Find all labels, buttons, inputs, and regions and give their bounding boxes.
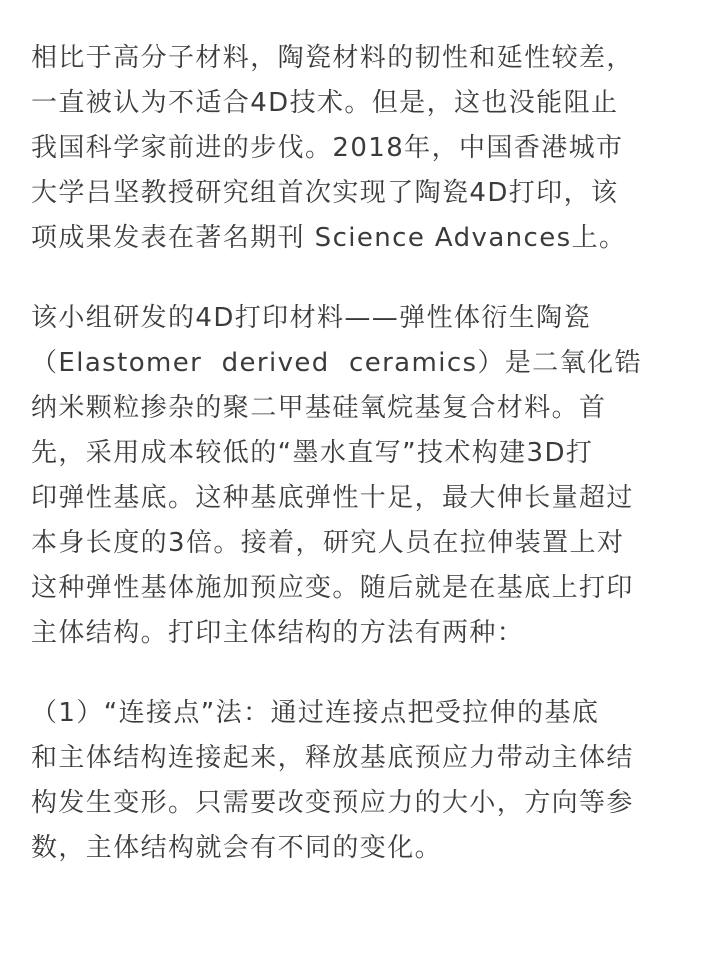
text-line: 数，主体结构就会有不同的变化。	[31, 833, 443, 863]
text-line: 我国科学家前进的步伐。2018年，中国香港城市	[31, 133, 624, 163]
paragraph-method-one	[31, 691, 691, 871]
text-line: 主体结构。打印主体结构的方法有两种：	[31, 618, 525, 648]
paragraph-ceramics-intro	[31, 36, 691, 261]
text-line: 相比于高分子材料，陶瓷材料的韧性和延性较差，	[31, 43, 634, 73]
text-line: 先，采用成本较低的“墨水直写”技术构建3D打	[31, 438, 594, 468]
paragraph-material-description	[31, 296, 691, 656]
text-line: 一直被认为不适合4D技术。但是，这也没能阻止	[31, 88, 619, 118]
text-line: 印弹性基底。这种基底弹性十足，最大伸长量超过	[31, 483, 634, 513]
text-line: 和主体结构连接起来，释放基底预应力带动主体结	[31, 743, 634, 773]
text-line: （1）“连接点”法：通过连接点把受拉伸的基底	[31, 698, 600, 728]
text-line: 本身长度的3倍。接着，研究人员在拉伸装置上对	[31, 528, 625, 558]
text-line: 该小组研发的4D打印材料——弹性体衍生陶瓷	[31, 303, 591, 333]
text-line: 纳米颗粒掺杂的聚二甲基硅氧烷基复合材料。首	[31, 393, 607, 423]
text-line: 项成果发表在著名期刊 Science Advances上。	[31, 223, 627, 253]
text-line: 大学吕坚教授研究组首次实现了陶瓷4D打印，该	[31, 178, 619, 208]
text-line: （Elastomer derived ceramics）是二氧化锆	[31, 348, 642, 378]
text-line: 这种弹性基体施加预应变。随后就是在基底上打印	[31, 573, 634, 603]
text-line: 构发生变形。只需要改变预应力的大小，方向等参	[31, 788, 634, 818]
article-body	[31, 36, 691, 871]
